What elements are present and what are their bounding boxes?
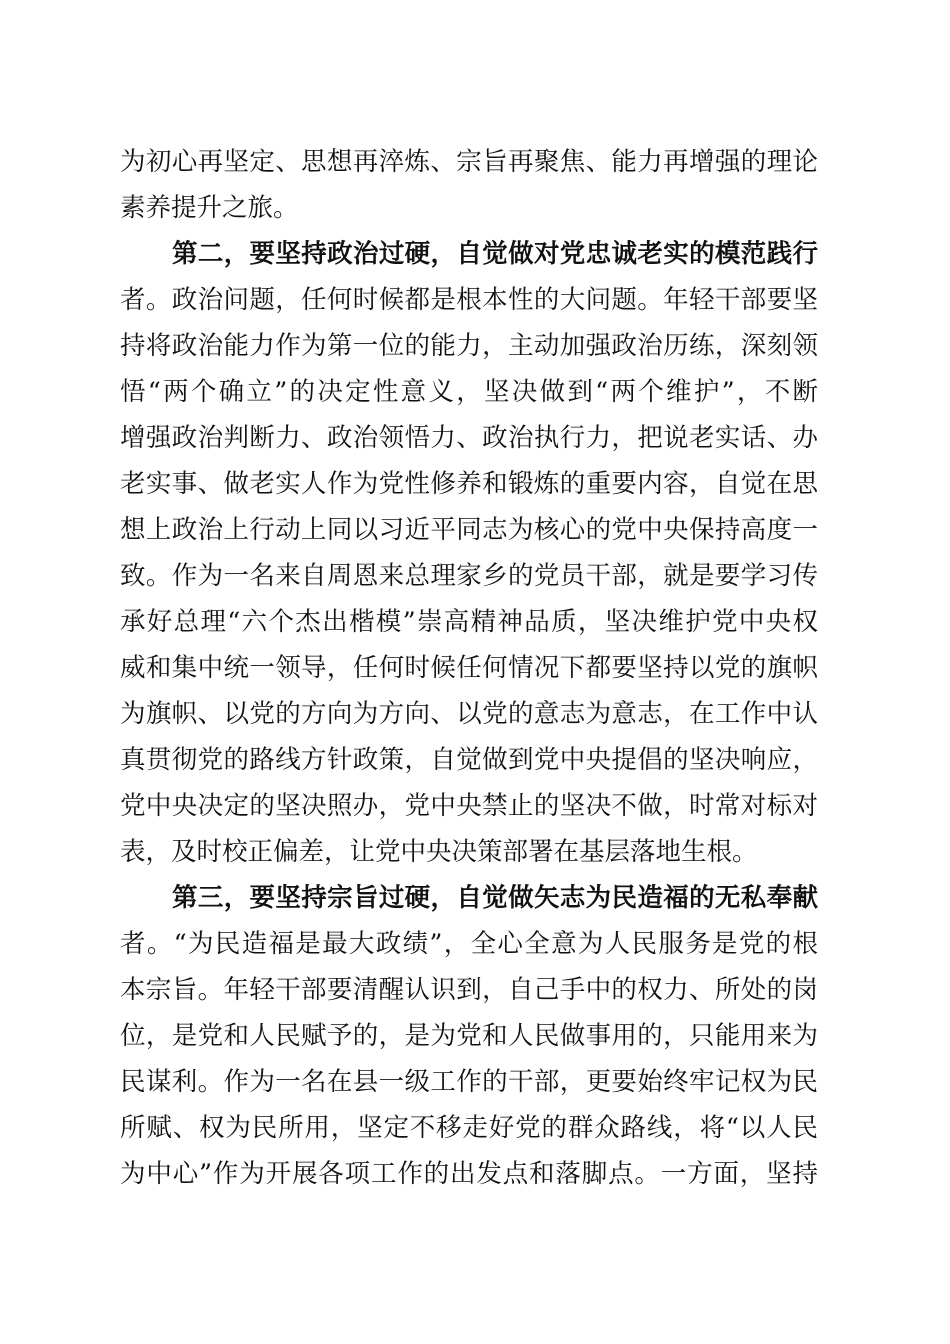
- paragraph-2-line-5: [0, 418, 950, 458]
- text-line: 党中央决定的坚决照办，党中央禁止的坚决不做，时常对标对: [120, 791, 818, 821]
- paragraph-3-line-1: [0, 878, 950, 918]
- paragraph-3-line-2: [0, 924, 950, 964]
- text-line: 悟“两个确立”的决定性意义，坚决做到“两个维护”，不断: [120, 377, 818, 407]
- text-line: 民谋利。作为一名在县一级工作的干部，更要始终牢记权为民: [120, 1067, 818, 1097]
- paragraph-2-line-7: [0, 510, 950, 550]
- text-line: 想上政治上行动上同以习近平同志为核心的党中央保持高度一: [120, 515, 818, 545]
- text-line: 致。作为一名来自周恩来总理家乡的党员干部，就是要学习传: [120, 561, 818, 591]
- text-line: 为中心”作为开展各项工作的出发点和落脚点。一方面，坚持: [120, 1159, 818, 1189]
- paragraph-3-line-3: [0, 970, 950, 1010]
- text-line: 位，是党和人民赋予的，是为党和人民做事用的，只能用来为: [120, 1021, 818, 1051]
- paragraph-3-line-7: [0, 1154, 950, 1194]
- text-line: 威和集中统一领导，任何时候任何情况下都要坚持以党的旗帜: [120, 653, 818, 683]
- paragraph-2-line-14: [0, 832, 950, 872]
- text-line: 第二，要坚持政治过硬，自觉做对党忠诚老实的模范践行: [172, 239, 818, 269]
- paragraph-1-line-1: [0, 142, 950, 182]
- paragraph-2-line-6: [0, 464, 950, 504]
- text-line: 者。政治问题，任何时候都是根本性的大问题。年轻干部要坚: [120, 285, 818, 315]
- text-line: 素养提升之旅。: [120, 193, 299, 223]
- text-line: 所赋、权为民所用，坚定不移走好党的群众路线，将“以人民: [120, 1113, 818, 1143]
- paragraph-2-line-1: [0, 234, 950, 274]
- paragraph-1-line-2: [0, 188, 950, 228]
- text-line: 增强政治判断力、政治领悟力、政治执行力，把说老实话、办: [120, 423, 818, 453]
- paragraph-2-line-8: [0, 556, 950, 596]
- text-line: 本宗旨。年轻干部要清醒认识到，自己手中的权力、所处的岗: [120, 975, 818, 1005]
- paragraph-3-line-6: [0, 1108, 950, 1148]
- text-line: 真贯彻党的路线方针政策，自觉做到党中央提倡的坚决响应，: [120, 745, 818, 775]
- text-line: 老实事、做老实人作为党性修养和锻炼的重要内容，自觉在思: [120, 469, 818, 499]
- text-line: 者。“为民造福是最大政绩”，全心全意为人民服务是党的根: [120, 929, 818, 959]
- paragraph-2-line-11: [0, 694, 950, 734]
- paragraph-2-line-3: [0, 326, 950, 366]
- paragraph-2-line-12: [0, 740, 950, 780]
- text-line: 为初心再坚定、思想再淬炼、宗旨再聚焦、能力再增强的理论: [120, 147, 818, 177]
- paragraph-2-line-2: [0, 280, 950, 320]
- paragraph-2-line-4: [0, 372, 950, 412]
- paragraph-2-line-9: [0, 602, 950, 642]
- paragraph-2-line-10: [0, 648, 950, 688]
- text-line: 持将政治能力作为第一位的能力，主动加强政治历练，深刻领: [120, 331, 818, 361]
- text-line: 表，及时校正偏差，让党中央决策部署在基层落地生根。: [120, 837, 758, 867]
- text-line: 为旗帜、以党的方向为方向、以党的意志为意志，在工作中认: [120, 699, 818, 729]
- paragraph-2-line-13: [0, 786, 950, 826]
- text-line: 第三，要坚持宗旨过硬，自觉做矢志为民造福的无私奉献: [172, 883, 818, 913]
- paragraph-3-line-4: [0, 1016, 950, 1056]
- text-line: 承好总理“六个杰出楷模”崇高精神品质，坚决维护党中央权: [120, 607, 818, 637]
- paragraph-3-line-5: [0, 1062, 950, 1102]
